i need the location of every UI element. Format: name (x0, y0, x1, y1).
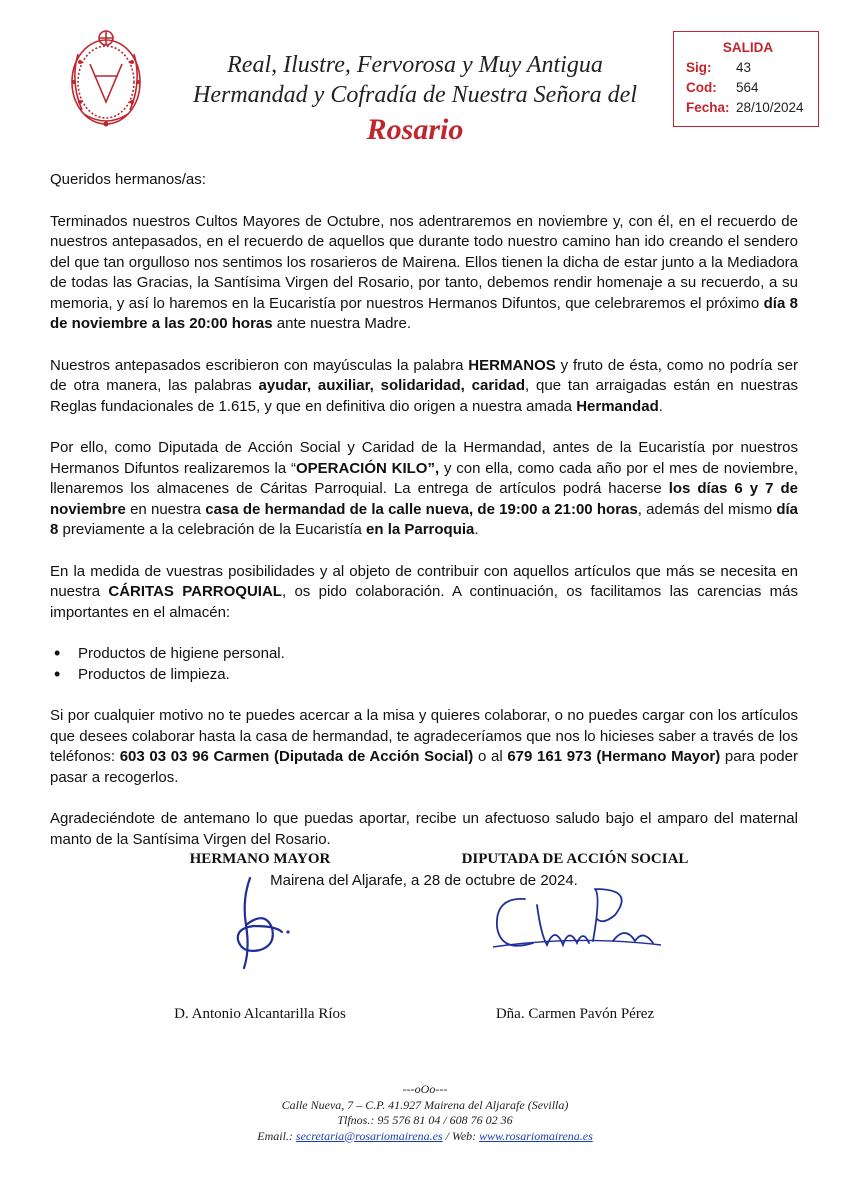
web-link[interactable]: www.rosariomairena.es (479, 1128, 593, 1143)
list-item: • Productos de limpieza. (50, 665, 798, 686)
p3-day-8: día 8 (50, 500, 799, 538)
stamp-fecha-label: Fecha: (686, 100, 730, 115)
registry-stamp (673, 31, 819, 127)
title-line-1: Real, Ilustre, Fervorosa y Muy Antigua (227, 52, 603, 78)
stamp-sig-label: Sig: (686, 60, 712, 75)
stamp-sig-row (686, 58, 810, 78)
p1-text-end: ante nuestra Madre. (272, 315, 412, 332)
p2-values: ayudar, auxiliar, solidaridad, caridad (258, 377, 526, 394)
p5-phone-hermano-mayor: 679 161 973 (Hermano Mayor) (507, 748, 721, 765)
left-signature-title: HERMANO MAYOR (189, 851, 331, 867)
stamp-cod-label: Cod: (686, 80, 717, 95)
stamp-sig-value: 43 (736, 60, 752, 75)
p3-text-4: , además del mismo (637, 500, 777, 518)
p3-text-2: y con ella, como cada año por el mes de noviembre, llenaremos los almacenes de Cáritas Parroquial. La entrega de artículos podrá hacerse (50, 459, 799, 497)
hermano-mayor-signature (220, 870, 300, 975)
p4-text: En la medida de vuestras posibilidades y al objeto de contribuir con aquellos artículos que más se necesita en nuestra (50, 562, 798, 600)
footer-phones: Tlfnos.: 95 576 81 04 / 608 76 02 36 (337, 1113, 513, 1127)
p5-phone-carmen: 603 03 03 96 Carmen (Diputada de Acción Social) (119, 748, 474, 765)
stamp-cod-row (686, 78, 810, 98)
title-line-3: Rosario (366, 113, 464, 146)
p2-hermandad: Hermandad (576, 397, 659, 415)
email-link[interactable]: secretaria@rosariomairena.es (295, 1128, 443, 1143)
p4-text-2: , os pido colaboración. A continuación, os facilitamos las carencias más importantes en el almacén: (50, 583, 798, 621)
paragraph-4 (50, 562, 798, 624)
place-date: Mairena del Aljarafe, a 28 de octubre de 2024. (270, 872, 578, 889)
p1-date-highlight: día 8 de noviembre a las 20:00 horas (50, 294, 798, 332)
p5-text: Si por cualquier motivo no te puedes acercar a la misa y quieres colaborar, o no puedes cargar con los artículos que desees colaborar hasta la casa de hermandad, te agradeceríamos que nos lo hicieses saber a través de los teléfonos: (50, 707, 798, 765)
footer-contact (180, 1129, 670, 1145)
footer (180, 1082, 670, 1144)
list-item: • Productos de higiene personal. (50, 644, 798, 665)
p2-hermanos: HERMANOS (468, 356, 556, 374)
p5-end: para poder pasar a recogerlos. (50, 748, 798, 786)
p3-operacion-kilo: OPERACIÓN KILO”, (295, 459, 440, 477)
stamp-fecha-value: 28/10/2024 (736, 100, 804, 115)
footer-address: Calle Nueva, 7 – C.P. 41.927 Mairena del Aljarafe (Sevilla) (281, 1097, 569, 1112)
right-signature-name: Dña. Carmen Pavón Pérez (495, 1006, 655, 1022)
paragraph-6: Agradeciéndote de antemano lo que puedas aportar, recibe un afectuoso saludo bajo el amparo del maternal manto de la Santísima Virgen del Rosario. (50, 810, 798, 848)
p2-text-2: y fruto de ésta, como no podría ser de otra manera, las palabras (50, 356, 799, 394)
p2-end: . (658, 397, 663, 415)
left-signature-name: D. Antonio Alcantarilla Ríos (174, 1006, 346, 1022)
paragraph-5 (50, 706, 798, 788)
p3-location: casa de hermandad de la calle nueva, de 19:00 a 21:00 horas (205, 500, 638, 518)
brotherhood-crest-icon (60, 24, 152, 136)
diputada-signature (485, 885, 665, 965)
greeting: Queridos hermanos/as: (50, 171, 206, 188)
p3-text-3: en nuestra (125, 500, 206, 518)
brotherhood-title (170, 50, 660, 150)
p3-text-5: previamente a la celebración de la Eucaristía (58, 521, 367, 538)
p2-text: Nuestros antepasados escribieron con mayúsculas la palabra (50, 356, 469, 374)
letter-body (50, 170, 798, 913)
title-line-2: Hermandad y Cofradía de Nuestra Señora del (193, 82, 637, 108)
email-label: Email.: (257, 1128, 296, 1143)
p3-dates: los días 6 y 7 de noviembre (50, 480, 798, 518)
p2-text-3: , que tan arraigadas están en nuestras Reglas fundacionales de 1.615, y que en definitiva dio origen a nuestra amada (50, 377, 798, 415)
p3-parroquia: en la Parroquia (366, 521, 475, 538)
paragraph-3 (50, 438, 798, 541)
web-label: / Web: (442, 1128, 480, 1143)
paragraph-2 (50, 356, 798, 418)
p4-caritas: CÁRITAS PARROQUIAL (108, 583, 282, 600)
needs-list (50, 644, 798, 685)
p3-text: Por ello, como Diputada de Acción Social y Caridad de la Hermandad, antes de la Eucaristía por nuestros Hermanos Difuntos realizaremos la “ (50, 439, 798, 477)
stamp-fecha-row (686, 98, 810, 118)
p5-text-2: o al (473, 748, 508, 765)
p1-text: Terminados nuestros Cultos Mayores de Octubre, nos adentraremos en noviembre y, con él, en el recuerdo de nuestros antepasados, en el recuerdo de aquellos que durante todo nuestro camino han ido creando el sendero del que tan orgulloso nos sentimos los rosarieros de Mairena. Ellos tienen la dicha de estar junto a la Mediadora de todas las Gracias, la Santísima Virgen del Rosario, por tanto, debemos rendir homenaje a su recuerdo, a su memoria, y así lo haremos en la Eucaristía por nuestros Hermanos Difuntos, que celebraremos el próximo (50, 212, 798, 312)
p3-end: . (474, 521, 479, 538)
right-signature-title: DIPUTADA DE ACCIÓN SOCIAL (461, 851, 689, 867)
footer-separator: ---oOo--- (402, 1082, 448, 1096)
paragraph-1 (50, 212, 798, 335)
stamp-title: SALIDA (722, 40, 774, 55)
stamp-cod-value: 564 (736, 80, 759, 95)
